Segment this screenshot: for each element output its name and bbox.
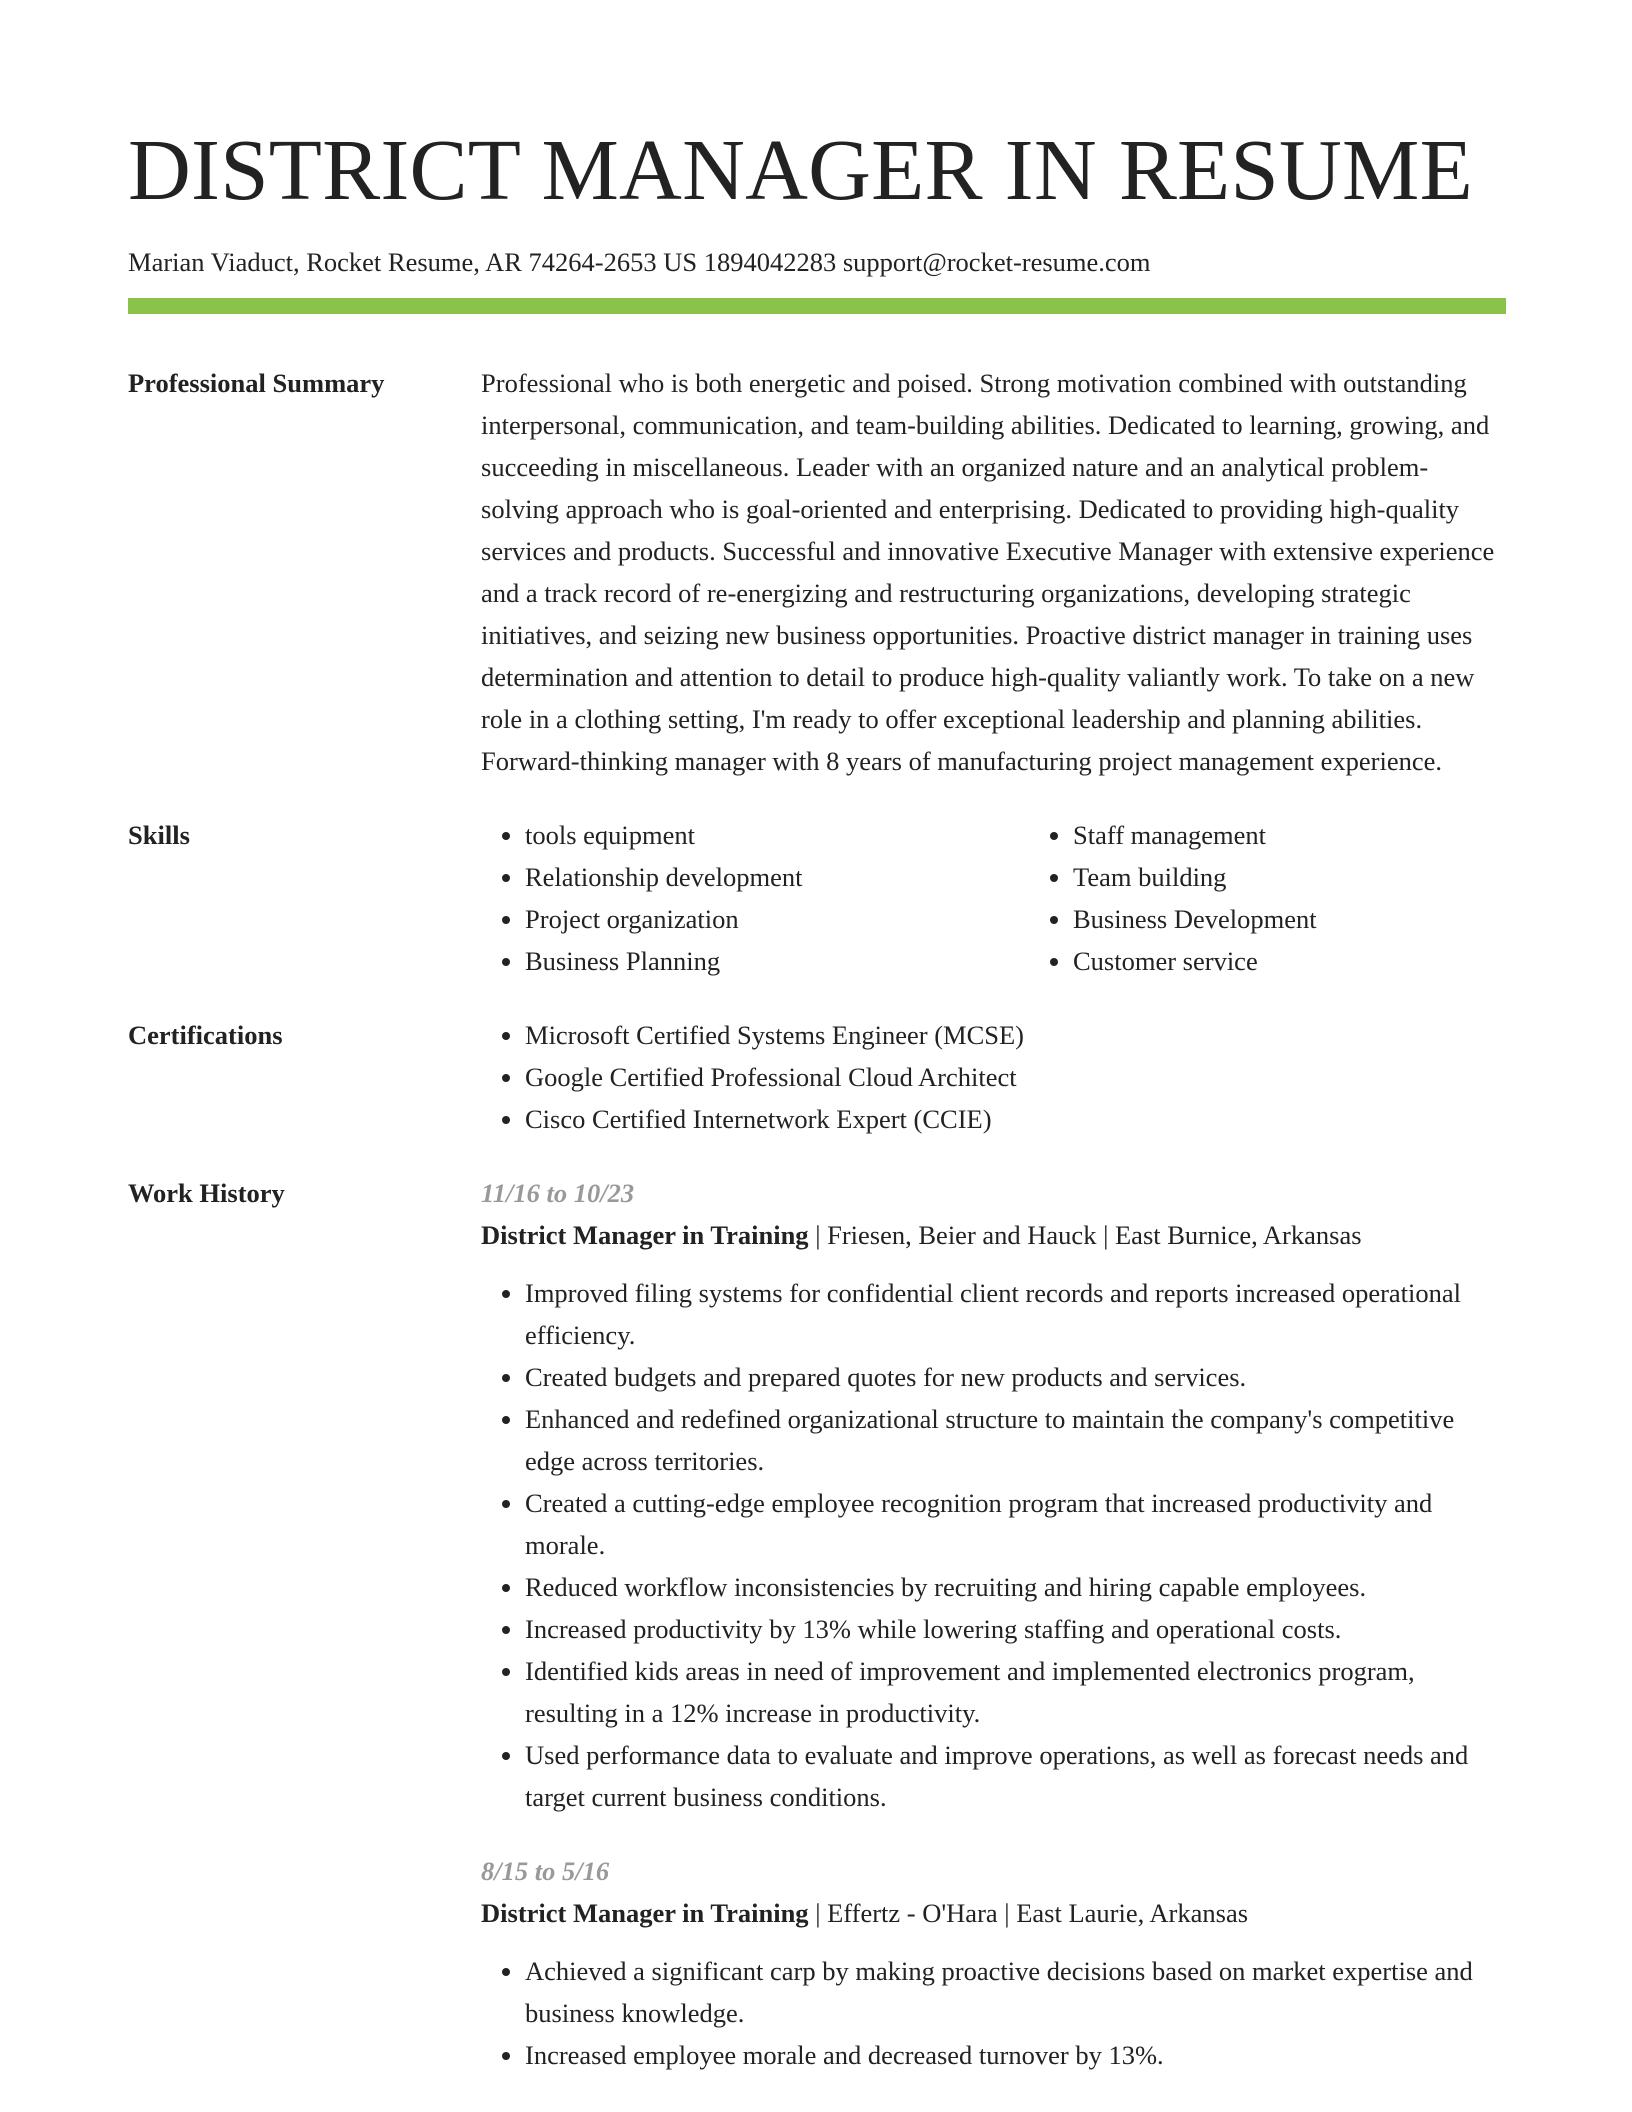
- accent-divider: [128, 298, 1506, 314]
- job-dates: 11/16 to 10/23: [481, 1178, 635, 1208]
- certifications-section: [128, 1014, 1506, 1140]
- job-title: District Manager in Training: [481, 1898, 809, 1928]
- summary-heading: Professional Summary: [128, 368, 385, 398]
- job-bullet: • Created a cutting-edge employee recognition program that increased productivity and morale.: [525, 1482, 1506, 1566]
- certifications-heading: Certifications: [128, 1020, 283, 1050]
- work-history-section: [128, 1172, 1506, 2108]
- skill-item: • Customer service: [1073, 940, 1573, 982]
- skills-list-left: [481, 814, 1029, 982]
- certifications-list: [481, 1014, 1506, 1140]
- resume-title: DISTRICT MANAGER IN RESUME: [128, 121, 1473, 218]
- work-history-heading: Work History: [128, 1178, 285, 1208]
- resume-page: [128, 0, 1506, 2108]
- summary-section: [128, 362, 1506, 782]
- job-entry: [481, 1172, 1506, 1818]
- job-bullet: • Increased employee morale and decreased turnover by 13%.: [525, 2034, 1506, 2076]
- certification-item: • Microsoft Certified Systems Engineer (MCSE): [525, 1014, 1506, 1056]
- skills-heading: Skills: [128, 820, 190, 850]
- job-header: [481, 1892, 1506, 1934]
- skill-item: • Relationship development: [525, 856, 1029, 898]
- job-bullet: • Improved filing systems for confidential client records and reports increased operational efficiency.: [525, 1272, 1506, 1356]
- job-bullet: • Achieved a significant carp by making proactive decisions based on market expertise and business knowledge.: [525, 1950, 1506, 2034]
- job-bullet: • Enhanced and redefined organizational structure to maintain the company's competitive edge across territories.: [525, 1398, 1506, 1482]
- summary-text: Professional who is both energetic and poised. Strong motivation combined with outstanding interpersonal, communication, and team-building abilities. Dedicated to learning, growing, and succeeding in miscellaneous. Leader with an organized nature and an analytical problem-solving approach who is goal-oriented and enterprising. Dedicated to providing high-quality services and products. Successful and innovative Executive Manager with extensive experience and a track record of re-energizing and restructuring organizations, developing strategic initiatives, and seizing new business opportunities. Proactive district manager in training uses determination and attention to detail to produce high-quality valiantly work. To take on a new role in a clothing setting, I'm ready to offer exceptional leadership and planning abilities. Forward-thinking manager with 8 years of manufacturing project management experience.: [481, 368, 1495, 776]
- skills-list-right: [1029, 814, 1573, 982]
- job-bullets: [481, 1272, 1506, 1818]
- job-company-location: | Effertz - O'Hara | East Laurie, Arkansas: [808, 1898, 1249, 1928]
- contact-line: Marian Viaduct, Rocket Resume, AR 74264-2653 US 1894042283 support@rocket-resume.com: [128, 247, 1151, 277]
- job-bullet: • Increased productivity by 13% while lowering staffing and operational costs.: [525, 1608, 1506, 1650]
- skill-item: • Staff management: [1073, 814, 1573, 856]
- job-entry: [481, 1850, 1506, 2076]
- job-bullet: • Identified kids areas in need of improvement and implemented electronics program, resulting in a 12% increase in productivity.: [525, 1650, 1506, 1734]
- job-dates: 8/15 to 5/16: [481, 1856, 610, 1886]
- job-bullet: • Reduced workflow inconsistencies by recruiting and hiring capable employees.: [525, 1566, 1506, 1608]
- certification-item: • Cisco Certified Internetwork Expert (CCIE): [525, 1098, 1506, 1140]
- certification-item: • Google Certified Professional Cloud Architect: [525, 1056, 1506, 1098]
- job-title: District Manager in Training: [481, 1220, 809, 1250]
- job-bullets: [481, 1950, 1506, 2076]
- job-header: [481, 1214, 1506, 1256]
- skill-item: • Business Development: [1073, 898, 1573, 940]
- skill-item: • tools equipment: [525, 814, 1029, 856]
- job-bullet: • Used performance data to evaluate and improve operations, as well as forecast needs and target current business conditions.: [525, 1734, 1506, 1818]
- skills-section: [128, 814, 1506, 982]
- skill-item: • Team building: [1073, 856, 1573, 898]
- job-company-location: | Friesen, Beier and Hauck | East Burnice, Arkansas: [808, 1220, 1362, 1250]
- skill-item: • Project organization: [525, 898, 1029, 940]
- job-bullet: • Created budgets and prepared quotes for new products and services.: [525, 1356, 1506, 1398]
- skill-item: • Business Planning: [525, 940, 1029, 982]
